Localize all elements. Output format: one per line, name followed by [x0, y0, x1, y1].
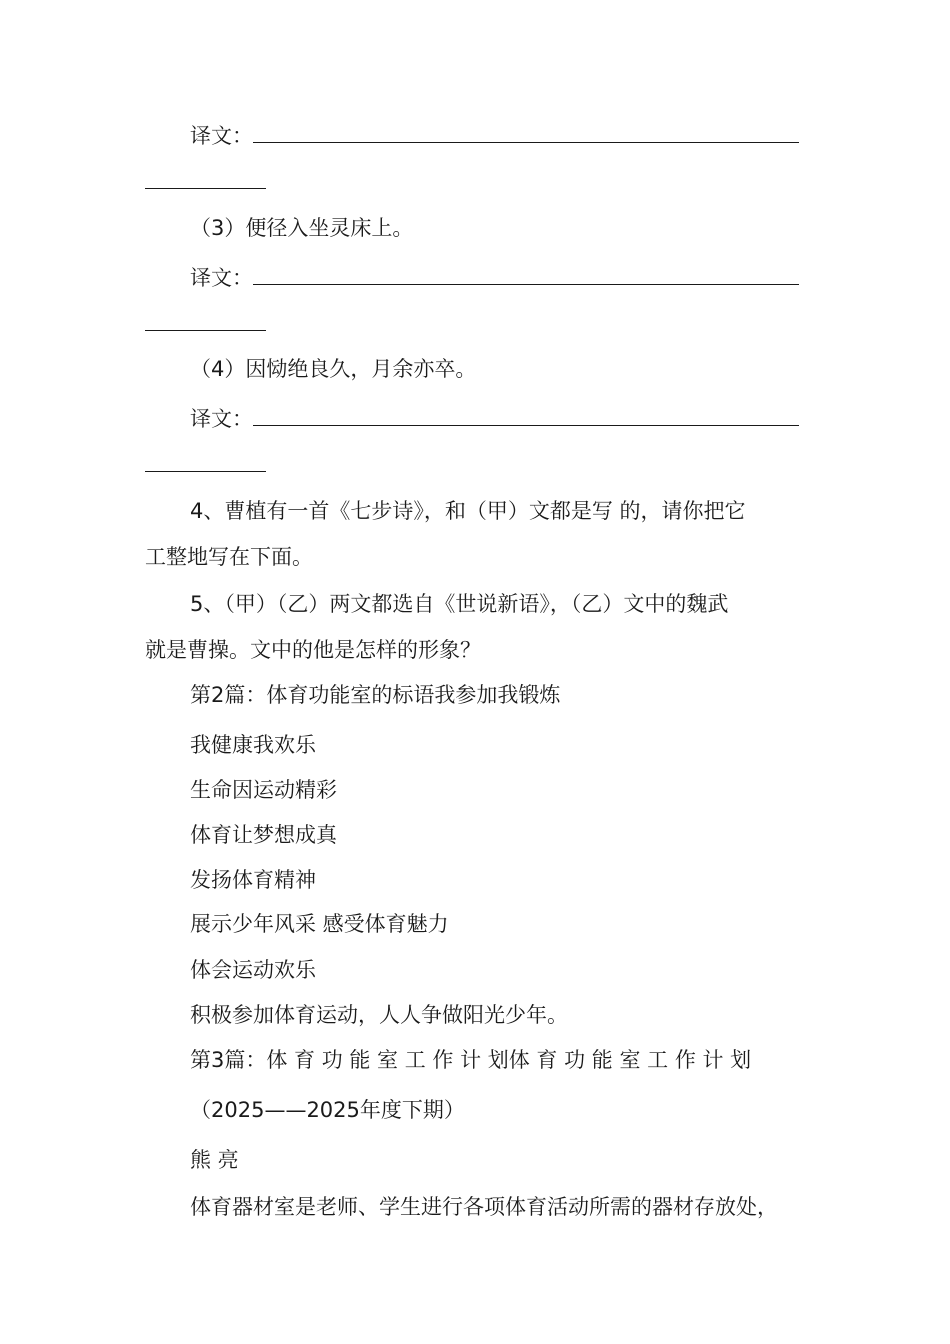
answer-blank-continuation[interactable]	[145, 188, 266, 189]
translation-line-2	[190, 264, 799, 292]
translation-line-1	[190, 122, 799, 150]
article-3-author: 熊 亮	[190, 1148, 239, 1172]
translation-label: 译文：	[190, 124, 253, 148]
answer-blank-continuation[interactable]	[145, 471, 266, 472]
slogan-item: 发扬体育精神	[190, 868, 316, 892]
question-item-4: （4）因恸绝良久，月余亦卒。	[190, 357, 477, 381]
article-3-period: （2025——2025年度下期）	[190, 1098, 465, 1122]
slogan-item: 生命因运动精彩	[190, 778, 337, 802]
translation-line-3	[190, 405, 799, 433]
slogan-item: 我健康我欢乐	[190, 733, 316, 757]
translation-label: 译文：	[190, 407, 253, 431]
slogan-item: 体育让梦想成真	[190, 823, 337, 847]
answer-blank[interactable]	[253, 407, 799, 426]
article-3-heading: 第3篇：体 育 功 能 室 工 作 计 划体 育 功 能 室 工 作 计 划	[190, 1048, 752, 1072]
question-5-line-2: 就是曹操。文中的他是怎样的形象？	[145, 638, 481, 662]
slogan-item: 展示少年风采 感受体育魅力	[190, 912, 449, 936]
question-4-line-2: 工整地写在下面。	[145, 545, 313, 569]
slogan-item: 积极参加体育运动，人人争做阳光少年。	[190, 1003, 568, 1027]
answer-blank-continuation[interactable]	[145, 330, 266, 331]
slogan-item: 体会运动欢乐	[190, 958, 316, 982]
article-2-heading: 第2篇：体育功能室的标语我参加我锻炼	[190, 683, 561, 707]
question-5-line-1: 5、（甲）（乙）两文都选自《世说新语》，（乙）文中的魏武	[190, 592, 729, 616]
question-item-3: （3）便径入坐灵床上。	[190, 216, 414, 240]
question-4-line-1: 4、曹植有一首《七步诗》，和（甲）文都是写 的，请你把它	[190, 499, 746, 523]
translation-label: 译文：	[190, 266, 253, 290]
answer-blank[interactable]	[253, 124, 799, 143]
answer-blank[interactable]	[253, 266, 799, 285]
article-3-body-line-1: 体育器材室是老师、学生进行各项体育活动所需的器材存放处，	[190, 1195, 778, 1219]
